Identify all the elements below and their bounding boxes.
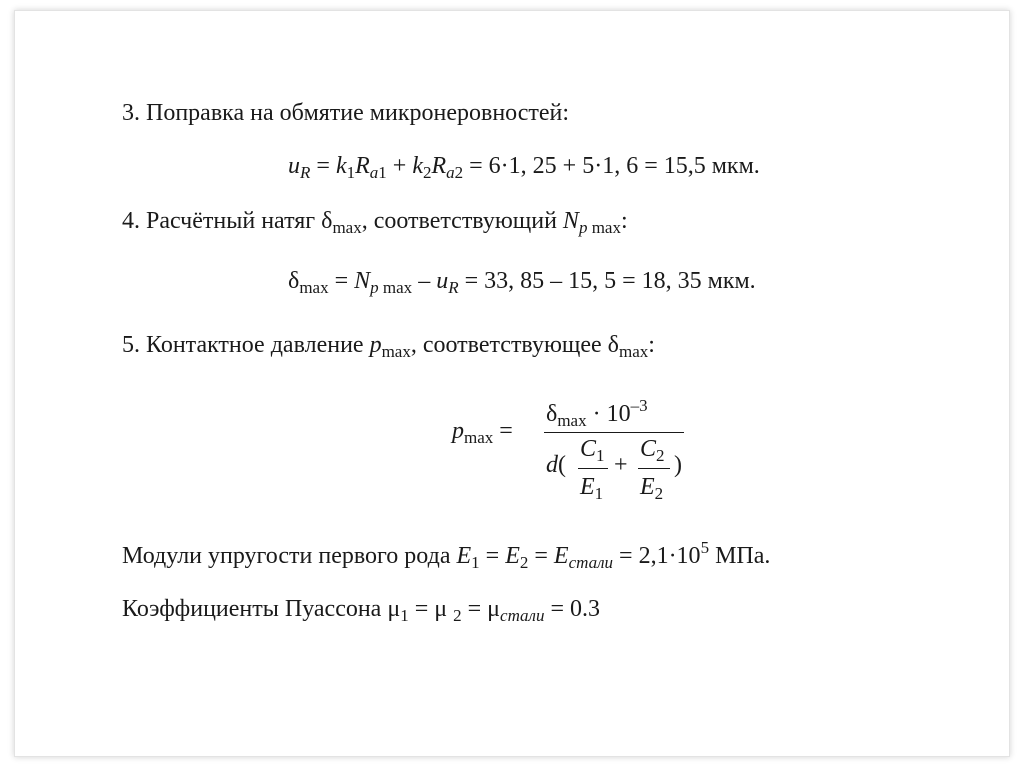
moduli-line: Модули упругости первого рода $E_1 = E_2 = E_{стали} = 2,1\cdot 10^5$ МПа.: [122, 538, 771, 572]
formula-pmax-lhs: $p_{max}$ =: [452, 418, 513, 447]
formula-delta: $\delta_{max} = N_{p max} - u_R = 33$, 85 – 15, 5 = 18, 35 мкм.: [288, 268, 756, 297]
formula-pmax-denominator: d(: [546, 452, 566, 478]
item-5-title: 5. Контактное давление $p_{max}$, соответствующее $\delta_{max}$:: [122, 332, 655, 361]
formula-uR: $u_R = k_1R_{a1} + k_2R_{a2} = 6\cdot 1$, 25 + 5·1, 6 = 15,5 мкм.: [288, 153, 760, 182]
item-3-title: 3. Поправка на обмятие микронеровностей:: [122, 100, 570, 126]
frac-c2: $C_2$: [640, 436, 665, 465]
formula-pmax-bar: [544, 432, 684, 433]
frac-c1-bar: [578, 468, 608, 469]
poisson-line: Коэффициенты Пуассона $\mu_1 = \mu$ $_2 = \mu_{стали} = 0.3$: [122, 596, 601, 625]
frac-c1: $C_1$: [580, 436, 605, 465]
plus-sign: +: [614, 452, 628, 478]
frac-e2: $E_2$: [640, 474, 664, 503]
formula-pmax-numerator: $\delta_{max} \cdot 10^{-3}$: [546, 396, 648, 430]
frac-c2-bar: [638, 468, 670, 469]
frac-e1: $E_1$: [580, 474, 604, 503]
close-paren: ): [674, 452, 682, 478]
item-4-title: 4. Расчётный натяг $\delta_{max}$, соответствующий $N_{p max}$:: [122, 208, 628, 237]
